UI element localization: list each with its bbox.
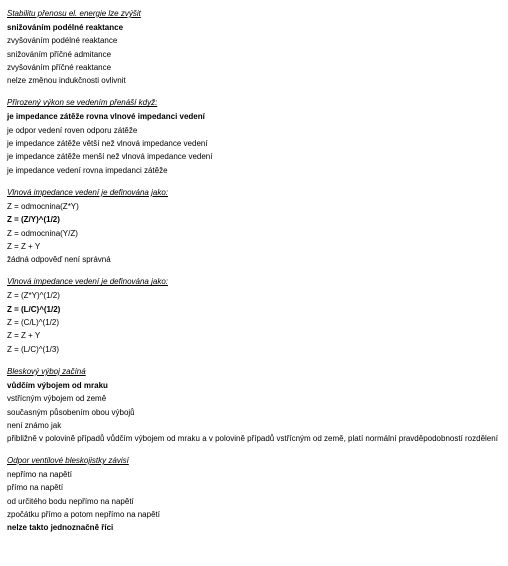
answer-option: současným působením obou výbojů [7, 407, 135, 417]
answer-option: Z = (C/L)^(1/2) [7, 318, 59, 328]
correct-answer: vůdčím výbojem od mraku [7, 380, 108, 390]
answer-option: nelze změnou indukčnosti ovlivnit [7, 76, 126, 86]
answer-option: žádná odpověď není správná [7, 255, 111, 265]
question-heading: Přirozený výkon se vedením přenáší když: [7, 98, 158, 108]
answer-option: zvyšováním příčné reaktance [7, 62, 112, 72]
question-block [7, 276, 502, 355]
answer-option: je impedance zátěže větší než vlnová impedance vedení [7, 139, 208, 149]
correct-answer: je impedance zátěže rovna vlnové impedanci vedení [7, 112, 205, 122]
answer-option: přímo na napětí [7, 483, 64, 493]
question-block [7, 97, 502, 176]
correct-answer: Z = (L/C)^(1/2) [7, 304, 61, 314]
question-heading: Odpor ventilové bleskojistky závisí [7, 456, 129, 466]
question-heading: Vlnová impedance vedení je definována jako: [7, 187, 168, 197]
question-heading: Vlnová impedance vedení je definována jako: [7, 277, 168, 287]
answer-option: Z = (L/C)^(1/3) [7, 344, 59, 354]
document [7, 8, 502, 545]
correct-answer: nelze takto jednoznačně říci [7, 523, 114, 533]
answer-option: Z = odmocnina(Y/Z) [7, 228, 78, 238]
answer-option: je impedance vedení rovna impedanci zátěže [7, 165, 168, 175]
question-block [7, 366, 502, 445]
answer-option: snižováním příčné admitance [7, 49, 112, 59]
question-block [7, 455, 502, 534]
answer-option: nepřímo na napětí [7, 470, 72, 480]
answer-option: od určitého bodu nepřímo na napětí [7, 496, 134, 506]
answer-option: zpočátku přímo a potom nepřímo na napětí [7, 510, 160, 520]
answer-option: Z = odmocnina(Z*Y) [7, 201, 79, 211]
question-block [7, 8, 502, 87]
correct-answer: Z = (Z/Y)^(1/2) [7, 215, 60, 225]
correct-answer: snižováním podélné reaktance [7, 23, 124, 32]
answer-option: přibližně v polovině případů vůdčím výbojem od mraku a v polovině případů vstřícným od země, platí normální pravděpodobností rozdělení [7, 434, 498, 444]
answer-option: je impedance zátěže menší než vlnová impedance vedení [7, 152, 213, 162]
answer-option: zvyšováním podélné reaktance [7, 36, 118, 46]
answer-option: není známo jak [7, 420, 62, 430]
answer-option: Z = (Z*Y)^(1/2) [7, 291, 60, 301]
answer-option: Z = Z + Y [7, 241, 41, 251]
answer-option: je odpor vedení roven odporu zátěže [7, 125, 138, 135]
question-heading: Stabilitu přenosu el. energie lze zvýšit [7, 9, 141, 18]
answer-option: vstřícným výbojem od země [7, 394, 107, 404]
question-block [7, 187, 502, 266]
answer-option: Z = Z + Y [7, 331, 41, 341]
question-heading: Bleskový výboj začíná [7, 366, 86, 376]
